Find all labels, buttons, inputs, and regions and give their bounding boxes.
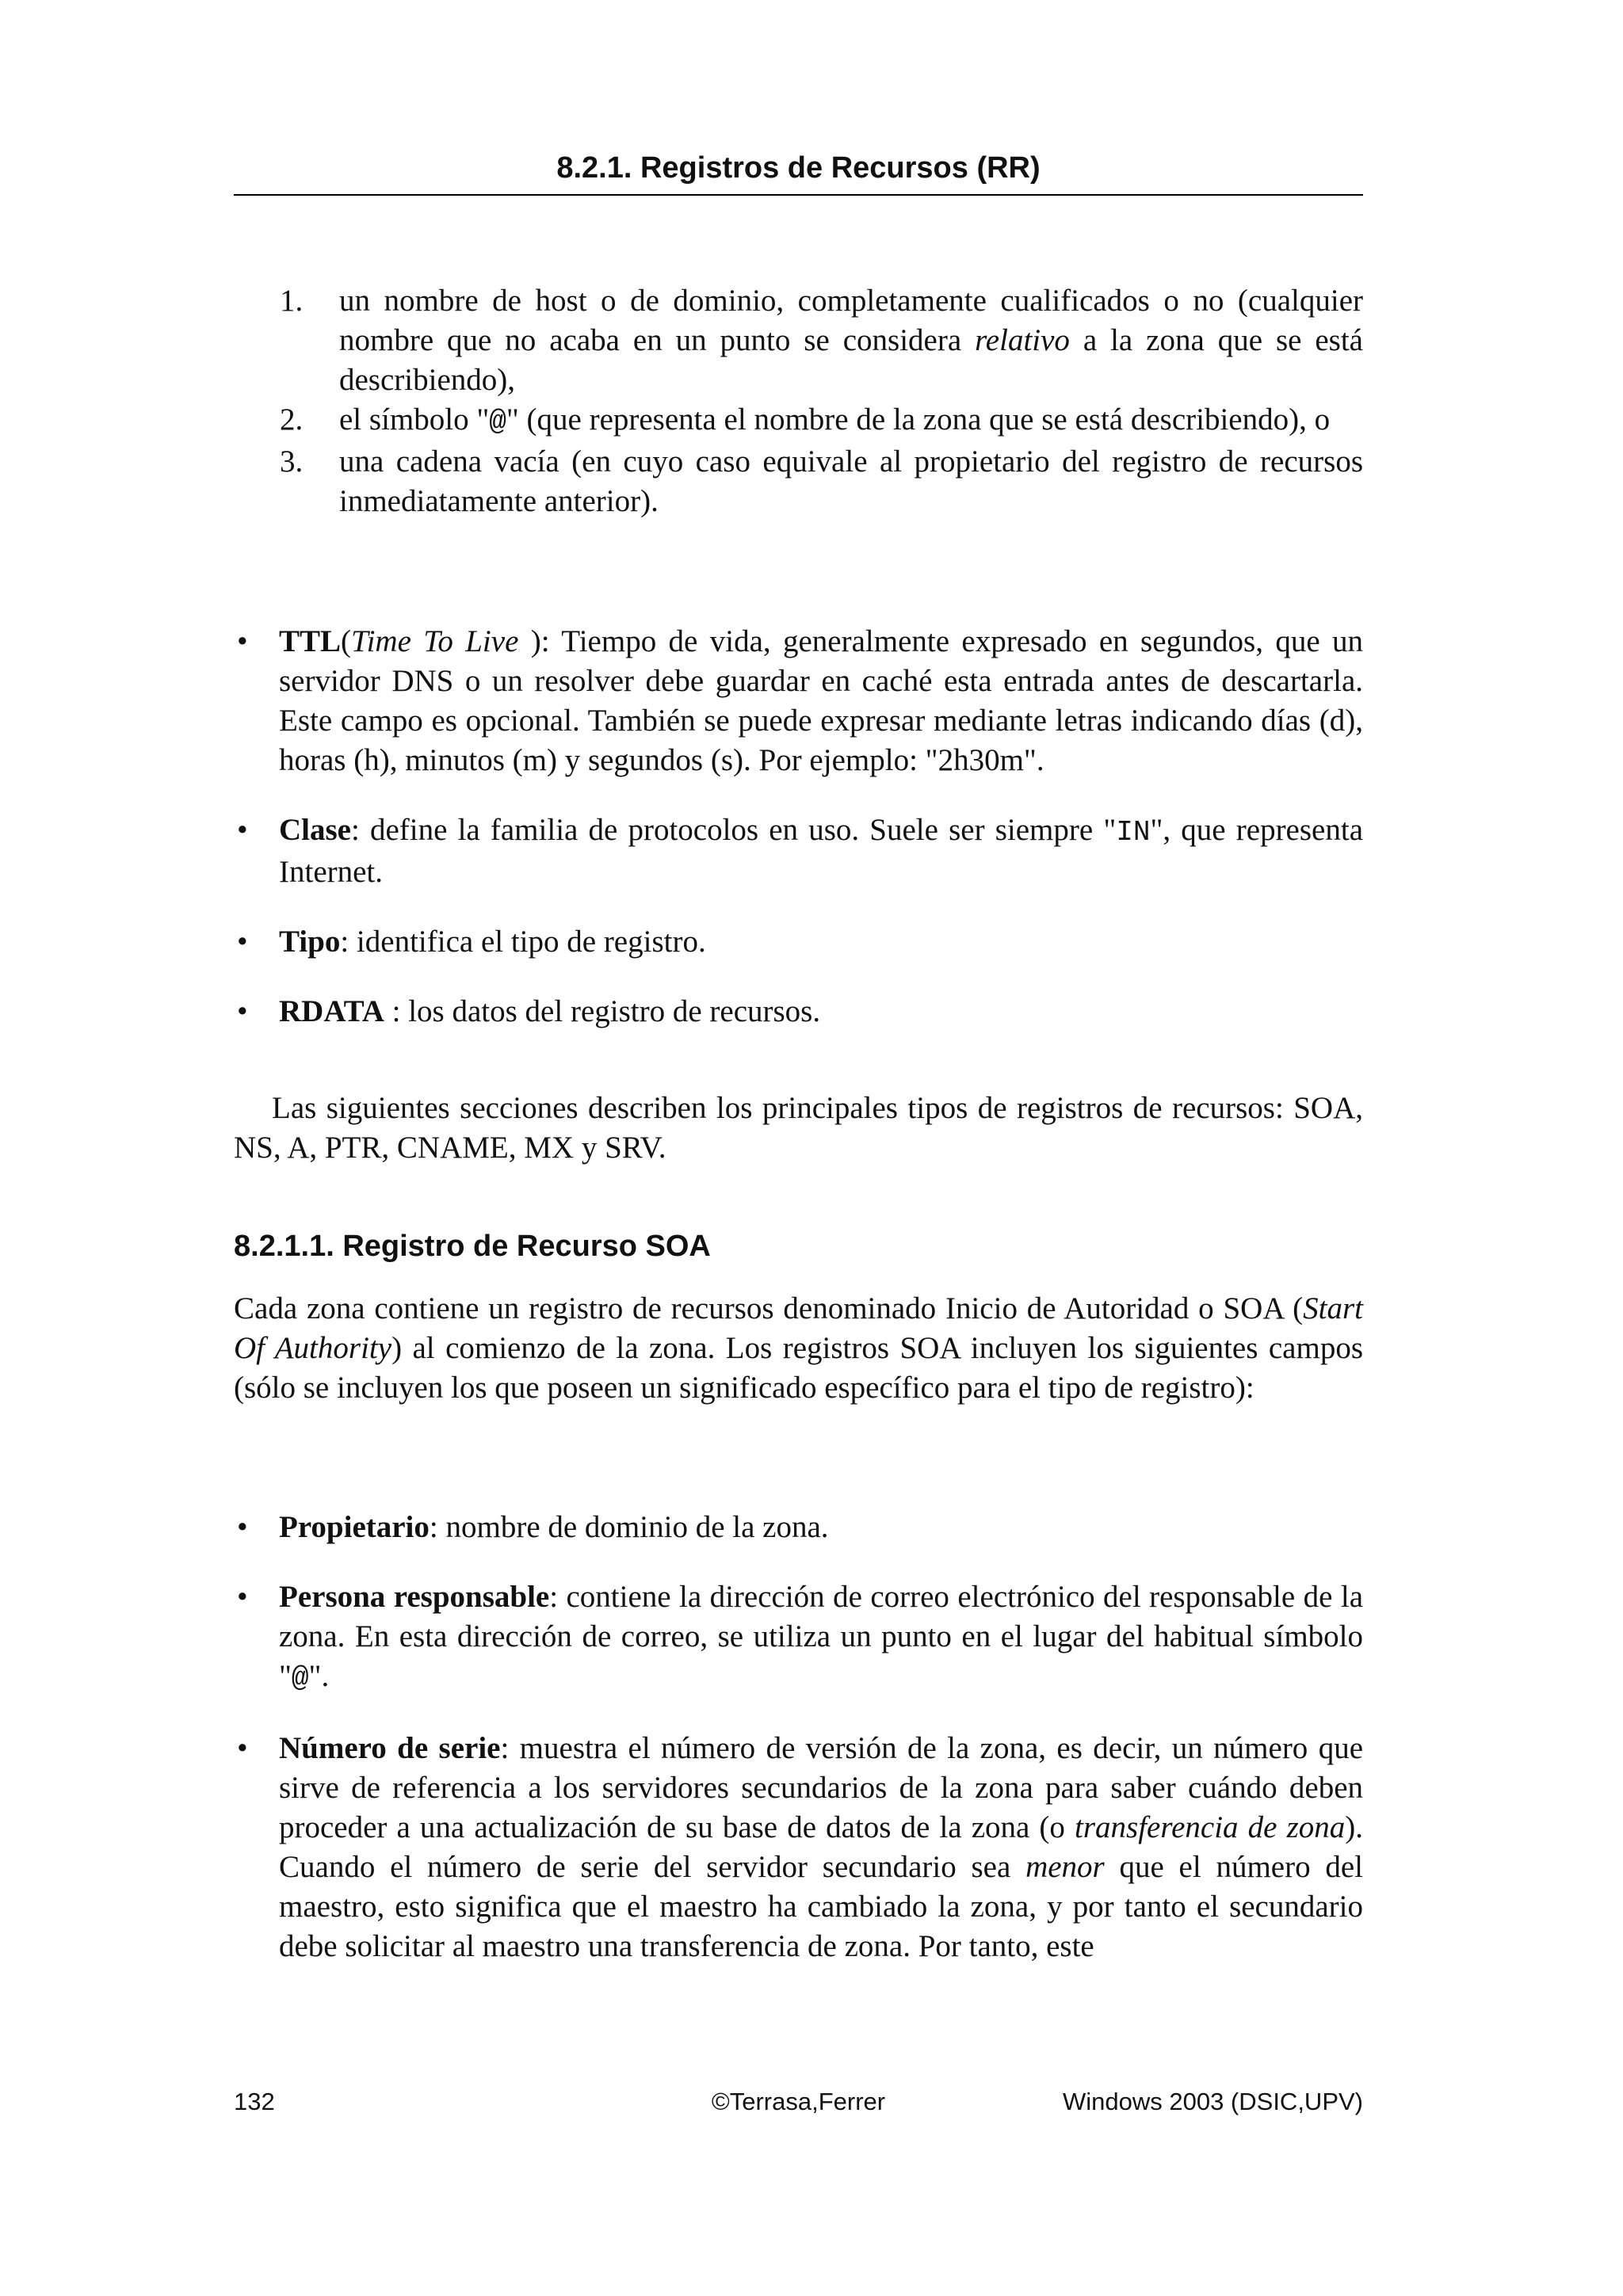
footer-book-title: Windows 2003 (DSIC,UPV) xyxy=(1062,2088,1363,2115)
field-label: Tipo xyxy=(279,925,341,959)
list-item: 2. el símbolo "@" (que representa el nombre de la zona que se está describiendo), o xyxy=(234,400,1363,442)
list-number: 2. xyxy=(280,402,304,437)
owner-options-list xyxy=(234,281,1363,521)
field-numero-de-serie: • Número de serie: muestra el número de versión de la zona, es decir, un número que sirve de referencia a los servidores secundarios de la zona para saber cuándo deben proceder a una actualización de su base de datos de la zona (o transferencia de zona). Cuando el número de serie del servidor secundario sea menor que el número del maestro, esto significa que el maestro ha cambiado la zona, y por tanto el secundario debe solicitar al maestro una transferencia de zona. Por tanto, este xyxy=(234,1729,1363,1966)
emphasis: relativo xyxy=(975,323,1070,357)
bullet: • xyxy=(237,1580,248,1614)
field-label: Número de serie xyxy=(279,1731,501,1765)
bullet: • xyxy=(237,1731,248,1765)
rr-fields-list xyxy=(234,622,1363,1062)
field-label: Clase xyxy=(279,813,351,847)
running-header: 8.2.1. Registros de Recursos (RR) xyxy=(556,151,1041,185)
page-number: 132 xyxy=(234,2088,275,2115)
emphasis: Start Of Authority xyxy=(234,1291,1363,1365)
list-item: 3. una cadena vacía (en cuyo caso equivale al propietario del registro de recursos inmediatamente anterior). xyxy=(234,442,1363,521)
field-propietario: • Propietario: nombre de dominio de la zona. xyxy=(234,1508,1363,1547)
bullet: • xyxy=(237,813,248,847)
list-number: 1. xyxy=(280,284,304,318)
page-footer xyxy=(234,2082,1363,2122)
code-snippet: @ xyxy=(489,406,506,438)
field-clase: • Clase: define la familia de protocolos en uso. Suele ser siempre "IN", que representa Internet. xyxy=(234,810,1363,892)
field-persona-responsable: • Persona responsable: contiene la dirección de correo electrónico del responsable de la zona. En esta dirección de correo, se utiliza un punto en el lugar del habitual símbolo "@". xyxy=(234,1577,1363,1699)
emphasis: Time To Live xyxy=(351,624,519,658)
section-heading: 8.2.1.1. Registro de Recurso SOA xyxy=(234,1230,711,1263)
field-ttl: • TTL(Time To Live ): Tiempo de vida, generalmente expresado en segundos, que un servidor DNS o un resolver debe guardar en caché esta entrada antes de descartarla. Este campo es opcional. También se puede expresar mediante letras indicando días (d), horas (h), minutos (m) y segundos (s). Por ejemplo: "2h30m". xyxy=(234,622,1363,780)
list-number: 3. xyxy=(280,444,304,479)
list-item: 1. un nombre de host o de dominio, completamente cualificados o no (cualquier nombre que no acaba en un punto se considera relativo a la zona que se está describiendo), xyxy=(234,281,1363,400)
code-snippet: @ xyxy=(291,1662,309,1695)
header-rule xyxy=(234,194,1363,196)
field-rdata: • RDATA : los datos del registro de recursos. xyxy=(234,992,1363,1032)
intro-paragraph: Las siguientes secciones describen los principales tipos de registros de recursos: SOA, NS, A, PTR, CNAME, MX y SRV. xyxy=(234,1091,1363,1165)
bullet: • xyxy=(237,1510,248,1544)
field-label: Propietario xyxy=(279,1510,430,1544)
bullet: • xyxy=(237,925,248,959)
footer-copyright: ©Terrasa,Ferrer xyxy=(711,2088,886,2115)
field-label: RDATA xyxy=(279,994,384,1028)
code-snippet: IN xyxy=(1116,816,1151,849)
soa-fields-list xyxy=(234,1508,1363,1997)
emphasis: transferencia de zona xyxy=(1075,1810,1346,1844)
soa-paragraph: Cada zona contiene un registro de recursos denominado Inicio de Autoridad o SOA (Start Of Authority) al comienzo de la zona. Los registros SOA incluyen los siguientes campos (sólo se incluyen los que poseen un significado específico para el tipo de registro): xyxy=(234,1291,1363,1405)
bullet: • xyxy=(237,994,248,1028)
field-label: Persona responsable xyxy=(279,1580,550,1614)
bullet: • xyxy=(237,624,248,658)
field-tipo: • Tipo: identifica el tipo de registro. xyxy=(234,922,1363,962)
emphasis: menor xyxy=(1025,1850,1105,1884)
field-label: TTL xyxy=(279,624,342,658)
